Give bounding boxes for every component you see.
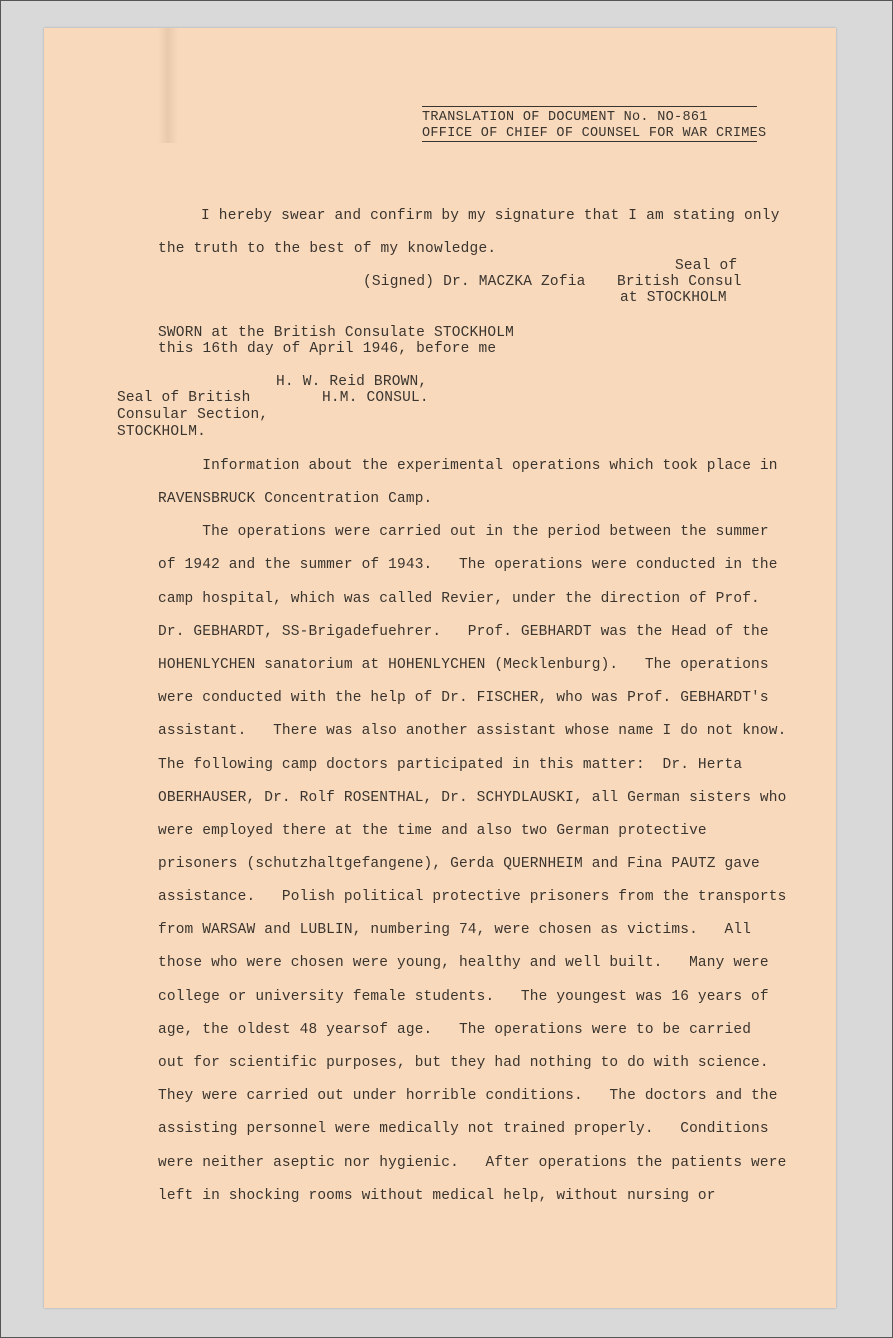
body-line: HOHENLYCHEN sanatorium at HOHENLYCHEN (Mecklenburg). The operations [158, 657, 769, 673]
consul-title: H.M. CONSUL. [322, 390, 429, 406]
body-line: prisoners (schutzhaltgefangene), Gerda QUERNHEIM and Fina PAUTZ gave [158, 856, 760, 872]
header-top-rule [422, 106, 757, 107]
body-line: from WARSAW and LUBLIN, numbering 74, were chosen as victims. All [158, 922, 752, 938]
body-line: assistance. Polish political protective prisoners from the transports [158, 889, 787, 905]
body-line: Dr. GEBHARDT, SS-Brigadefuehrer. Prof. GEBHARDT was the Head of the [158, 624, 769, 640]
body-line: those who were chosen were young, healthy and well built. Many were [158, 955, 769, 971]
body-line: They were carried out under horrible conditions. The doctors and the [158, 1088, 778, 1104]
document-page [44, 28, 836, 1308]
body-line: out for scientific purposes, but they had nothing to do with science. [158, 1055, 769, 1071]
body-line: The operations were carried out in the period between the summer [158, 524, 769, 540]
header-bottom-rule [422, 141, 757, 142]
body-line: assistant. There was also another assistant whose name I do not know. [158, 723, 787, 739]
body-line: were employed there at the time and also two German protective [158, 823, 707, 839]
sworn-line-2: this 16th day of April 1946, before me [158, 341, 497, 357]
body-line: were conducted with the help of Dr. FISCHER, who was Prof. GEBHARDT's [158, 690, 769, 706]
seal-consul-line-2: British Consul [617, 274, 742, 290]
body-line: of 1942 and the summer of 1943. The operations were conducted in the [158, 557, 778, 573]
oath-line-2: the truth to the best of my knowledge. [158, 241, 497, 257]
body-line: RAVENSBRUCK Concentration Camp. [158, 491, 433, 507]
signature: (Signed) Dr. MACZKA Zofia [363, 274, 586, 290]
sworn-line-1: SWORN at the British Consulate STOCKHOLM [158, 325, 515, 341]
header-line-2: OFFICE OF CHIEF OF COUNSEL FOR WAR CRIMES [422, 126, 767, 141]
body-line: camp hospital, which was called Revier, under the direction of Prof. [158, 591, 760, 607]
paper-crease [158, 28, 178, 143]
seal-consul-line-1: Seal of [675, 258, 738, 274]
consul-name: H. W. Reid BROWN, [276, 374, 428, 390]
seal-consul-line-3: at STOCKHOLM [620, 290, 727, 306]
body-line: assisting personnel were medically not trained properly. Conditions [158, 1121, 769, 1137]
oath-line-1: I hereby swear and confirm by my signature that I am stating only [201, 208, 780, 224]
body-line: college or university female students. The youngest was 16 years of [158, 989, 769, 1005]
seal-section-line-2: Consular Section, [117, 407, 269, 423]
body-line: Information about the experimental operations which took place in [158, 458, 778, 474]
body-line: OBERHAUSER, Dr. Rolf ROSENTHAL, Dr. SCHYDLAUSKI, all German sisters who [158, 790, 787, 806]
body-line: The following camp doctors participated in this matter: Dr. Herta [158, 757, 743, 773]
body-line: age, the oldest 48 yearsof age. The operations were to be carried [158, 1022, 752, 1038]
body-line: were neither aseptic nor hygienic. After operations the patients were [158, 1155, 787, 1171]
body-line: left in shocking rooms without medical help, without nursing or [158, 1188, 716, 1204]
seal-section-line-1: Seal of British [117, 390, 251, 406]
seal-section-line-3: STOCKHOLM. [117, 424, 207, 440]
header-line-1: TRANSLATION OF DOCUMENT No. NO-861 [422, 110, 708, 125]
